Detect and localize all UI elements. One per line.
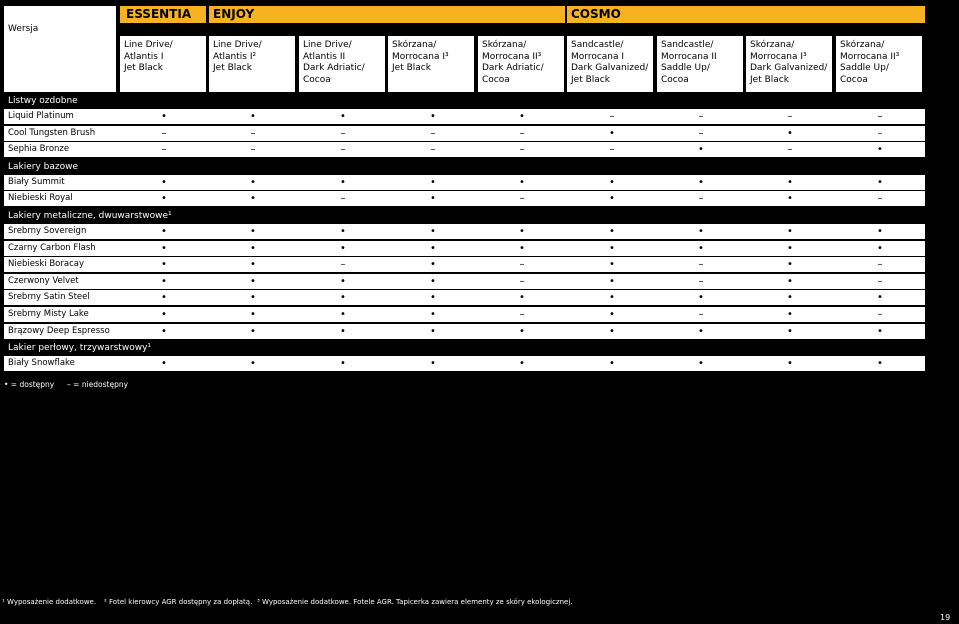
available-dot: • — [161, 358, 167, 370]
available-dot: • — [430, 259, 436, 271]
unavailable-dash: – — [519, 275, 525, 287]
column-header-line: Cocoa — [303, 74, 331, 85]
available-dot: • — [877, 325, 883, 337]
unavailable-dash: – — [519, 193, 525, 205]
column-header-3 — [299, 36, 385, 92]
available-dot: • — [250, 275, 256, 287]
unavailable-dash: – — [877, 193, 883, 205]
unavailable-dash: – — [877, 275, 883, 287]
available-dot: • — [787, 325, 793, 337]
available-dot: • — [250, 242, 256, 254]
legend-available: • = dostępny — [4, 380, 55, 389]
row-label: Czerwony Velvet — [8, 275, 79, 286]
unavailable-dash: – — [430, 144, 436, 156]
unavailable-dash: – — [430, 127, 436, 139]
available-dot: • — [519, 242, 525, 254]
column-header-line: Morrocana II — [661, 51, 717, 62]
column-header-line: Morrocana I³ — [392, 51, 449, 62]
available-dot: • — [698, 325, 704, 337]
available-dot: • — [698, 144, 704, 156]
available-dot: • — [430, 309, 436, 320]
wersja-label: Wersja — [8, 24, 39, 34]
legend — [4, 380, 128, 389]
available-dot: • — [430, 111, 436, 122]
column-header-7 — [657, 36, 743, 92]
available-dot: • — [250, 111, 256, 122]
row-label: Niebieski Royal — [8, 193, 73, 204]
column-header-line: Saddle Up/ — [661, 63, 710, 73]
unavailable-dash: – — [698, 259, 704, 271]
available-dot: • — [877, 292, 883, 304]
section-title: Listwy ozdobne — [0, 93, 959, 109]
column-header-line: Dark Galvanized/ — [571, 63, 649, 73]
table-row — [4, 191, 925, 206]
table-row — [4, 224, 925, 239]
column-header-line: Jet Black — [571, 74, 610, 85]
column-header-line: Cocoa — [840, 74, 868, 85]
column-header-line: Saddle Up/ — [840, 63, 889, 73]
available-dot: • — [519, 325, 525, 337]
available-dot: • — [161, 242, 167, 254]
available-dot: • — [250, 176, 256, 188]
available-dot: • — [787, 226, 793, 237]
column-header-line: Skórzana/ — [840, 40, 885, 50]
available-dot: • — [161, 259, 167, 271]
column-header-line: Sandcastle/ — [571, 40, 624, 50]
column-header-4 — [388, 36, 474, 92]
available-dot: • — [250, 358, 256, 370]
column-header-1 — [120, 36, 206, 92]
column-header-line: Jet Black — [750, 74, 789, 85]
column-header-5 — [478, 36, 564, 92]
available-dot: • — [161, 226, 167, 237]
available-dot: • — [430, 226, 436, 237]
unavailable-dash: – — [340, 144, 346, 156]
column-header-line: Atlantis I — [124, 51, 164, 62]
unavailable-dash: – — [877, 309, 883, 320]
unavailable-dash: – — [519, 309, 525, 320]
row-label: Niebieski Boracay — [8, 259, 84, 270]
column-header-line: Morrocana I³ — [750, 51, 807, 62]
unavailable-dash: – — [519, 259, 525, 271]
available-dot: • — [250, 259, 256, 271]
available-dot: • — [609, 226, 615, 237]
column-header-line: Atlantis II — [303, 51, 346, 62]
available-dot: • — [609, 259, 615, 271]
table-row — [4, 175, 925, 190]
column-header-2 — [209, 36, 295, 92]
available-dot: • — [877, 242, 883, 254]
available-dot: • — [430, 176, 436, 188]
available-dot: • — [161, 309, 167, 320]
row-label: Biały Summit — [8, 176, 65, 187]
available-dot: • — [609, 193, 615, 205]
unavailable-dash: – — [877, 127, 883, 139]
column-header-6 — [567, 36, 653, 92]
unavailable-dash: – — [787, 111, 793, 122]
unavailable-dash: – — [250, 127, 256, 139]
column-header-8 — [746, 36, 832, 92]
unavailable-dash: – — [698, 309, 704, 320]
available-dot: • — [877, 226, 883, 237]
row-label: Brązowy Deep Espresso — [8, 325, 110, 336]
table-row — [4, 290, 925, 305]
row-label: Srebrny Satin Steel — [8, 292, 90, 303]
available-dot: • — [609, 127, 615, 139]
available-dot: • — [250, 292, 256, 304]
available-dot: • — [519, 292, 525, 304]
available-dot: • — [340, 275, 346, 287]
footnote-2: ² Fotel kierowcy AGR dostępny za dopłatą. — [104, 598, 253, 606]
row-label: Cool Tungsten Brush — [8, 127, 96, 138]
column-header-line: Atlantis I² — [213, 51, 257, 62]
available-dot: • — [787, 309, 793, 320]
unavailable-dash: – — [250, 144, 256, 156]
column-header-line: Line Drive/ — [124, 40, 173, 50]
table-row — [4, 126, 925, 141]
unavailable-dash: – — [698, 111, 704, 122]
available-dot: • — [698, 226, 704, 237]
available-dot: • — [787, 358, 793, 370]
available-dot: • — [430, 358, 436, 370]
section-title: Lakiery bazowe — [0, 159, 959, 175]
available-dot: • — [340, 325, 346, 337]
available-dot: • — [787, 259, 793, 271]
available-dot: • — [430, 242, 436, 254]
column-header-line: Line Drive/ — [303, 40, 352, 50]
column-header-line: Jet Black — [124, 63, 163, 73]
unavailable-dash: – — [698, 275, 704, 287]
available-dot: • — [787, 193, 793, 205]
available-dot: • — [250, 226, 256, 237]
available-dot: • — [161, 111, 167, 122]
row-label: Czarny Carbon Flash — [8, 242, 96, 253]
available-dot: • — [430, 292, 436, 304]
available-dot: • — [698, 176, 704, 188]
column-header-line: Morrocana II³ — [482, 51, 542, 62]
available-dot: • — [787, 292, 793, 304]
available-dot: • — [698, 242, 704, 254]
unavailable-dash: – — [340, 127, 346, 139]
available-dot: • — [609, 309, 615, 320]
available-dot: • — [250, 325, 256, 337]
available-dot: • — [340, 292, 346, 304]
column-header-line: Cocoa — [482, 74, 510, 85]
available-dot: • — [698, 292, 704, 304]
available-dot: • — [161, 193, 167, 205]
column-header-line: Skórzana/ — [750, 40, 795, 50]
available-dot: • — [340, 358, 346, 370]
unavailable-dash: – — [340, 193, 346, 205]
group-essentia: ESSENTIA — [120, 6, 206, 23]
unavailable-dash: – — [161, 144, 167, 156]
column-header-line: Dark Adriatic/ — [482, 63, 544, 73]
available-dot: • — [787, 176, 793, 188]
available-dot: • — [787, 275, 793, 287]
wersja-header — [4, 6, 116, 92]
available-dot: • — [161, 275, 167, 287]
row-label: Sephia Bronze — [8, 144, 70, 155]
table-row — [4, 241, 925, 256]
available-dot: • — [430, 275, 436, 287]
column-header-line: Line Drive/ — [213, 40, 262, 50]
row-label: Srebrny Misty Lake — [8, 309, 89, 319]
available-dot: • — [340, 242, 346, 254]
available-dot: • — [609, 242, 615, 254]
table-row — [4, 142, 925, 157]
column-header-line: Skórzana/ — [392, 40, 437, 50]
group-enjoy: ENJOY — [209, 6, 565, 23]
unavailable-dash: – — [698, 193, 704, 205]
available-dot: • — [430, 325, 436, 337]
available-dot: • — [340, 226, 346, 237]
column-header-line: Morrocana II³ — [840, 51, 900, 62]
unavailable-dash: – — [877, 259, 883, 271]
column-header-line: Sandcastle/ — [661, 40, 714, 50]
available-dot: • — [250, 309, 256, 320]
column-header-line: Skórzana/ — [482, 40, 527, 50]
available-dot: • — [340, 176, 346, 188]
available-dot: • — [787, 127, 793, 139]
available-dot: • — [340, 309, 346, 320]
available-dot: • — [609, 325, 615, 337]
column-header-line: Dark Galvanized/ — [750, 63, 828, 73]
legend-unavailable: – = niedostępny — [67, 380, 129, 389]
footnote-3: ³ Wyposażenie dodatkowe. Fotele AGR. Tapicerka zawiera elementy ze skóry ekologicznej. — [257, 598, 573, 606]
table-row — [4, 324, 925, 339]
available-dot: • — [519, 111, 525, 122]
unavailable-dash: – — [609, 111, 615, 122]
table-row — [4, 356, 925, 371]
available-dot: • — [161, 176, 167, 188]
available-dot: • — [787, 242, 793, 254]
available-dot: • — [609, 358, 615, 370]
unavailable-dash: – — [519, 144, 525, 156]
row-label: Biały Snowflake — [8, 358, 75, 369]
table-row — [4, 109, 925, 124]
unavailable-dash: – — [609, 144, 615, 156]
table-row — [4, 257, 925, 272]
table-row — [4, 274, 925, 289]
available-dot: • — [250, 193, 256, 205]
available-dot: • — [340, 111, 346, 122]
available-dot: • — [877, 144, 883, 156]
available-dot: • — [609, 176, 615, 188]
row-label: Liquid Platinum — [8, 111, 74, 121]
column-header-line: Cocoa — [661, 74, 689, 85]
available-dot: • — [519, 176, 525, 188]
column-header-9 — [836, 36, 922, 92]
available-dot: • — [519, 226, 525, 237]
table-row — [4, 307, 925, 322]
column-header-line: Dark Adriatic/ — [303, 63, 365, 73]
group-cosmo: COSMO — [567, 6, 925, 23]
unavailable-dash: – — [698, 127, 704, 139]
column-header-line: Jet Black — [392, 63, 431, 73]
available-dot: • — [698, 358, 704, 370]
unavailable-dash: – — [340, 259, 346, 271]
unavailable-dash: – — [161, 127, 167, 139]
available-dot: • — [877, 176, 883, 188]
available-dot: • — [609, 292, 615, 304]
available-dot: • — [519, 358, 525, 370]
page-number: 19 — [940, 613, 951, 622]
available-dot: • — [161, 292, 167, 304]
section-title: Lakier perłowy, trzywarstwowy¹ — [0, 340, 959, 356]
available-dot: • — [877, 358, 883, 370]
section-title: Lakiery metaliczne, dwuwarstwowe¹ — [0, 208, 959, 224]
row-label: Srebrny Sovereign — [8, 226, 87, 236]
available-dot: • — [430, 193, 436, 205]
column-header-line: Morrocana I — [571, 51, 625, 62]
footnote-1: ¹ Wyposażenie dodatkowe. — [2, 598, 97, 606]
unavailable-dash: – — [787, 144, 793, 156]
available-dot: • — [609, 275, 615, 287]
available-dot: • — [161, 325, 167, 337]
unavailable-dash: – — [877, 111, 883, 122]
column-header-line: Jet Black — [213, 63, 252, 73]
unavailable-dash: – — [519, 127, 525, 139]
